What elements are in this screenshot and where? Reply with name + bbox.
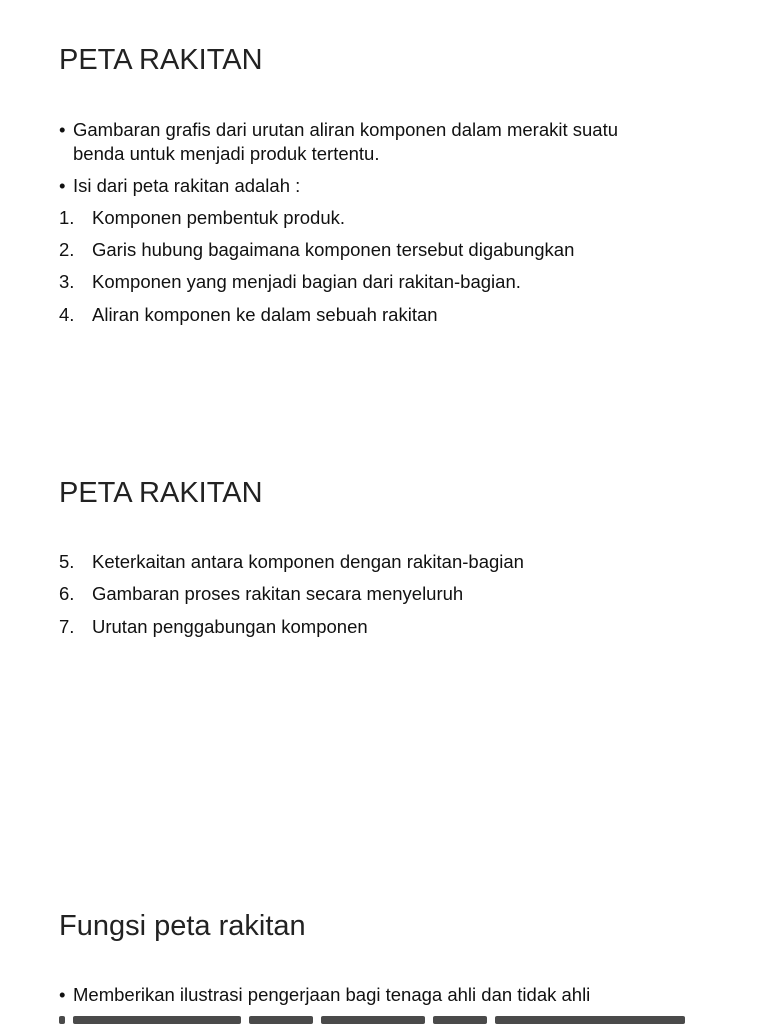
- bullet-text: Gambaran grafis dari urutan aliran komponen dalam merakit suatu: [73, 119, 619, 140]
- item-text: Urutan penggabungan komponen: [92, 616, 368, 637]
- clipped-text-fragment: [321, 1016, 425, 1024]
- clipped-text-line: [59, 1014, 709, 1024]
- bullet-text: Isi dari peta rakitan adalah :: [73, 175, 301, 196]
- clipped-text-fragment: [495, 1016, 685, 1024]
- item-text: Garis hubung bagaimana komponen tersebut digabungkan: [92, 239, 575, 260]
- item-text: Keterkaitan antara komponen dengan rakitan-bagian: [92, 551, 524, 572]
- item-text: Komponen pembentuk produk.: [92, 207, 346, 228]
- item-number: 3.: [59, 271, 75, 292]
- slide-title: Fungsi peta rakitan: [59, 910, 306, 942]
- bullet-icon: •: [59, 175, 66, 196]
- item-text: Aliran komponen ke dalam sebuah rakitan: [92, 304, 438, 325]
- clipped-text-fragment: [249, 1016, 313, 1024]
- bullet-icon: •: [59, 984, 66, 1005]
- item-number: 4.: [59, 304, 75, 325]
- slide-title: PETA RAKITAN: [59, 477, 263, 509]
- bullet-icon: •: [59, 119, 66, 140]
- clipped-text-fragment: [433, 1016, 487, 1024]
- item-number: 1.: [59, 207, 75, 228]
- clipped-bullet-icon: [59, 1016, 65, 1024]
- clipped-text-fragment: [73, 1016, 241, 1024]
- bullet-item: [0, 983, 768, 1007]
- item-number: 2.: [59, 239, 75, 260]
- item-text: Komponen yang menjadi bagian dari rakitan-bagian.: [92, 271, 521, 292]
- bullet-text: benda untuk menjadi produk tertentu.: [73, 143, 380, 164]
- bullet-text: Memberikan ilustrasi pengerjaan bagi tenaga ahli dan tidak ahli: [73, 984, 591, 1005]
- slide-title: PETA RAKITAN: [59, 44, 263, 76]
- item-number: 5.: [59, 551, 75, 572]
- item-text: Gambaran proses rakitan secara menyeluruh: [92, 583, 464, 604]
- item-number: 6.: [59, 583, 75, 604]
- item-number: 7.: [59, 616, 75, 637]
